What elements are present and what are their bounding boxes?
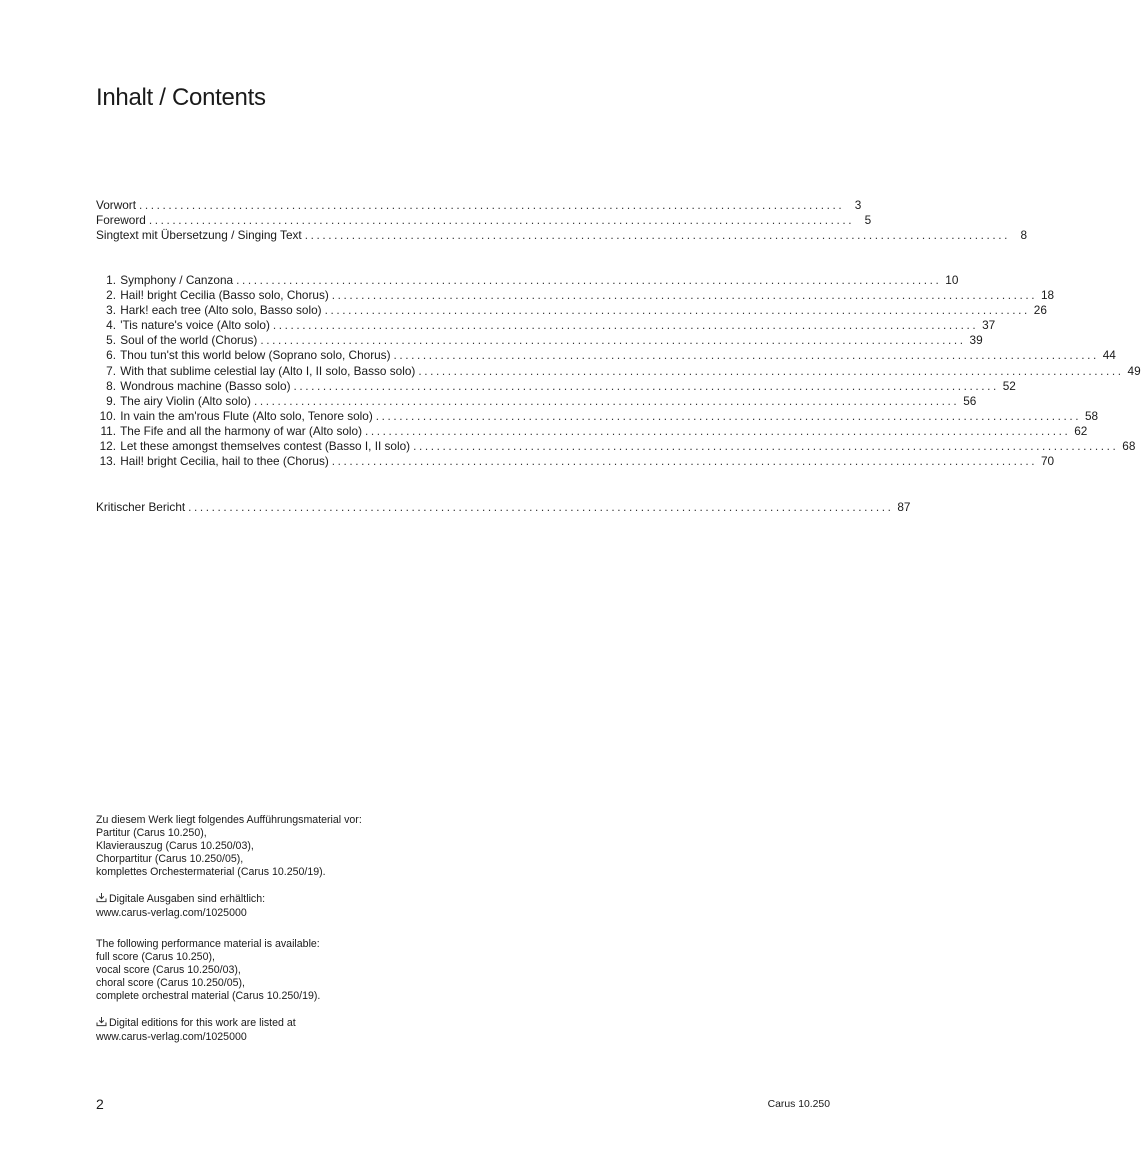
toc-entry (96, 439, 1136, 454)
toc-leader: ........................................................................................................................ (148, 213, 855, 228)
toc-entry-page: 62 (1074, 423, 1088, 438)
toc-front-matter (96, 198, 1027, 243)
info-line: vocal score (Carus 10.250/03), (96, 964, 241, 977)
toc-entry-page: 68 (1122, 439, 1136, 454)
toc-entry-page: 56 (963, 393, 977, 408)
toc-entry-number: 9. (106, 393, 116, 408)
toc-entry-label: The airy Violin (Alto solo) (120, 393, 251, 408)
toc-entry (96, 393, 977, 409)
toc-entry (96, 408, 1099, 424)
toc-entry-label: Let these amongst themselves contest (Basso I, II solo) (120, 439, 411, 454)
toc-entry-page: 49 (1127, 363, 1141, 378)
toc-entry-label: Thou tun'st this world below (Soprano solo, Chorus) (120, 348, 391, 363)
toc-entry-label: Singtext mit Übersetzung / Singing Text (96, 228, 302, 243)
toc-entry-number: 8. (106, 378, 116, 393)
toc-entry (96, 363, 1141, 379)
info-line: choral score (Carus 10.250/05), (96, 977, 245, 990)
toc-entry-page: 5 (864, 213, 872, 228)
toc-entry (96, 273, 959, 288)
toc-entry-page: 3 (854, 198, 862, 212)
toc-entry-number: 1. (106, 273, 116, 287)
toc-entry-number: 6. (106, 348, 116, 363)
toc-leader: ........................................................................................................................ (393, 348, 1099, 363)
toc-entry-page: 87 (897, 500, 911, 514)
info-line: Partitur (Carus 10.250), (96, 827, 207, 840)
toc-movements (96, 273, 1141, 469)
toc-entry-label: 'Tis nature's voice (Alto solo) (120, 318, 270, 333)
toc-entry-number: 2. (106, 288, 116, 303)
performance-material-en (96, 938, 320, 1044)
toc-entry (96, 333, 983, 348)
download-icon (96, 1016, 107, 1027)
toc-entry-number: 13. (99, 454, 116, 469)
toc-back-matter (96, 500, 911, 515)
toc-leader: ........................................................................................................................ (260, 333, 966, 348)
toc-entry-label: The Fife and all the harmony of war (Alto solo) (120, 423, 363, 438)
page-title: Inhalt / Contents (96, 84, 266, 111)
toc-entry-page: 58 (1084, 408, 1099, 423)
toc-entry-number: 10. (99, 408, 116, 423)
toc-entry (96, 303, 1047, 318)
toc-entry-label: In vain the am'rous Flute (Alto solo, Tenore solo) (120, 408, 373, 423)
info-line: Chorpartitur (Carus 10.250/05), (96, 853, 244, 866)
toc-entry-number: 12. (99, 439, 116, 454)
toc-entry-page: 39 (969, 333, 983, 348)
toc-leader: ........................................................................................................................ (272, 318, 979, 333)
toc-leader: ........................................................................................................................ (331, 454, 1038, 469)
toc-entry-label: Hark! each tree (Alto solo, Basso solo) (120, 303, 322, 318)
toc-entry-label: Foreword (96, 213, 146, 228)
info-line: The following performance material is available: (96, 938, 320, 950)
toc-entry (96, 348, 1116, 363)
toc-leader: ........................................................................................................................ (413, 439, 1119, 454)
toc-entry (96, 288, 1055, 303)
toc-entry-label: Kritischer Bericht (96, 500, 186, 514)
toc-leader: ........................................................................................................................ (365, 423, 1071, 438)
info-line: complete orchestral material (Carus 10.250/19). (96, 990, 321, 1003)
toc-entry (96, 228, 1027, 243)
toc-leader: ........................................................................................................................ (304, 228, 1010, 243)
toc-leader: ........................................................................................................................ (188, 500, 894, 514)
toc-entry (96, 318, 996, 333)
toc-entry-number: 4. (106, 318, 116, 333)
toc-entry-page: 44 (1102, 348, 1116, 363)
toc-entry-label: With that sublime celestial lay (Alto I, II solo, Basso solo) (120, 363, 416, 378)
toc-entry-page: 52 (1002, 378, 1016, 393)
toc-entry-label: Hail! bright Cecilia (Basso solo, Chorus) (120, 288, 329, 303)
download-icon (96, 892, 107, 903)
toc-entry (96, 198, 862, 213)
toc-entry-number: 5. (106, 333, 116, 348)
publisher-link[interactable]: www.carus-verlag.com/1025000 (96, 906, 247, 919)
toc-entry-label: Hail! bright Cecilia, hail to thee (Chorus) (120, 454, 329, 469)
publisher-link[interactable]: www.carus-verlag.com/1025000 (96, 1030, 247, 1043)
toc-entry-page: 10 (945, 273, 959, 287)
toc-leader: ........................................................................................................................ (375, 408, 1082, 423)
toc-entry-page: 18 (1040, 288, 1055, 303)
toc-leader: ........................................................................................................................ (139, 198, 845, 212)
toc-entry-label: Soul of the world (Chorus) (120, 333, 258, 348)
info-line: Zu diesem Werk liegt folgendes Aufführungsmaterial vor: (96, 814, 362, 826)
info-line: komplettes Orchestermaterial (Carus 10.250/19). (96, 866, 326, 879)
digital-editions-text: Digital editions for this work are listed at (109, 1017, 296, 1030)
toc-leader: ........................................................................................................................ (254, 393, 960, 408)
toc-entry (96, 213, 872, 228)
performance-material-de (96, 814, 362, 920)
toc-leader: ........................................................................................................................ (418, 363, 1124, 378)
toc-entry (96, 378, 1016, 394)
toc-entry (96, 500, 911, 515)
toc-entry-label: Vorwort (96, 198, 136, 212)
page-number: 2 (96, 1096, 104, 1112)
toc-entry-number: 7. (106, 363, 116, 378)
toc-leader: ........................................................................................................................ (331, 288, 1038, 303)
toc-leader: ........................................................................................................................ (324, 303, 1030, 318)
toc-entry-label: Wondrous machine (Basso solo) (120, 378, 291, 393)
toc-entry-page: 8 (1020, 228, 1027, 243)
toc-leader: ........................................................................................................................ (236, 273, 942, 287)
digital-editions-text: Digitale Ausgaben sind erhältlich: (109, 893, 266, 906)
toc-entry (96, 423, 1088, 439)
toc-entry-number: 3. (106, 303, 116, 318)
info-line: Klavierauszug (Carus 10.250/03), (96, 840, 254, 853)
toc-leader: ........................................................................................................................ (293, 378, 999, 393)
toc-entry-number: 11. (100, 423, 116, 438)
toc-entry (96, 454, 1055, 469)
toc-entry-page: 37 (982, 318, 996, 333)
toc-entry-page: 70 (1040, 454, 1055, 469)
info-line: full score (Carus 10.250), (96, 951, 215, 964)
toc-entry-label: Symphony / Canzona (120, 273, 234, 287)
toc-entry-page: 26 (1033, 303, 1047, 318)
catalog-number: Carus 10.250 (767, 1099, 830, 1110)
